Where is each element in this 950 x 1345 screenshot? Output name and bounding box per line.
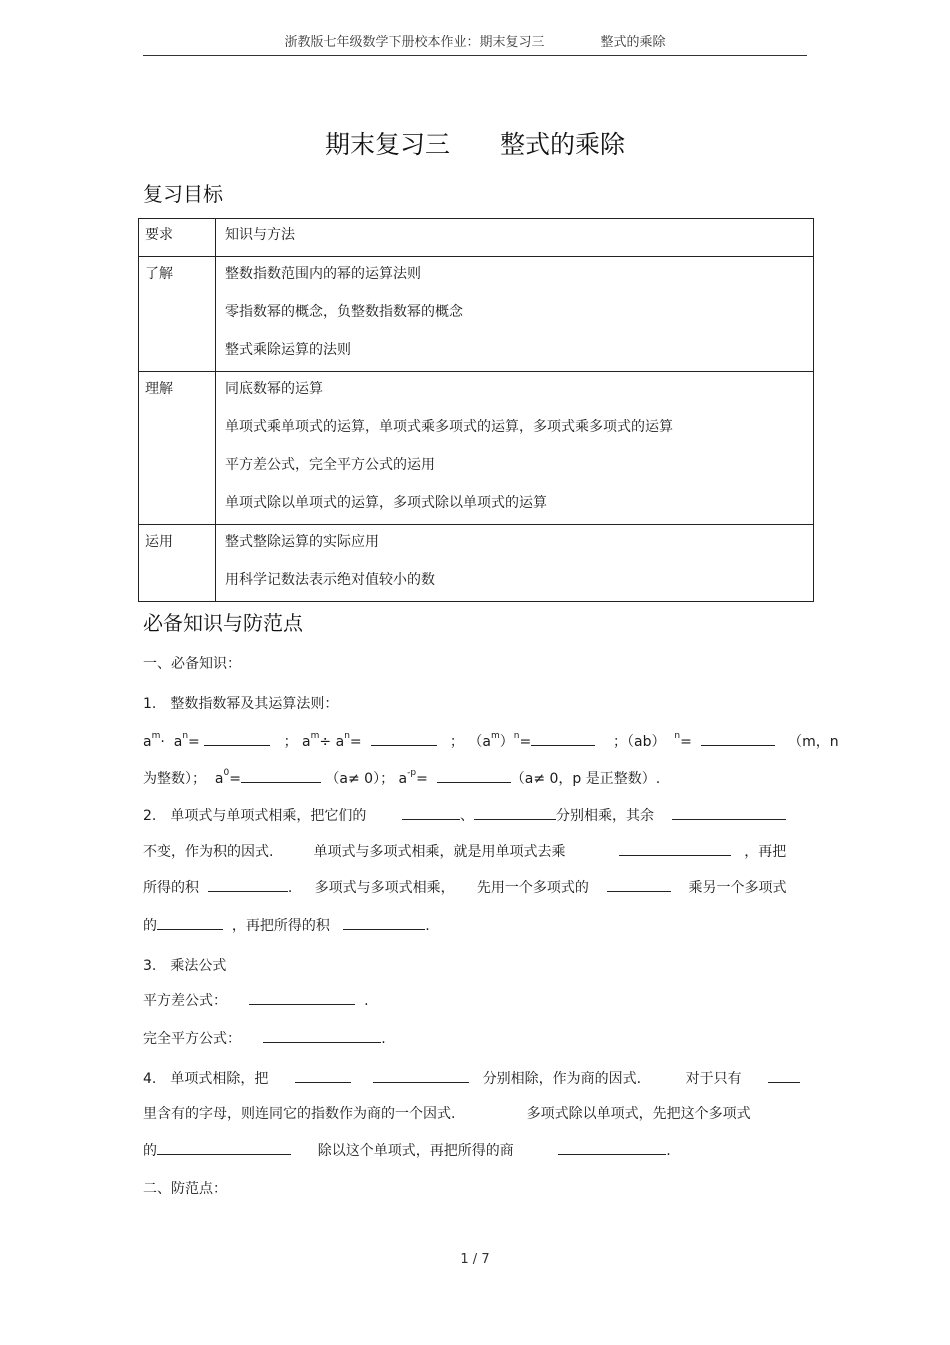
items-cell [216,257,814,372]
items-cell [216,525,814,602]
level-label: 了解 [145,266,173,282]
part2-label: 二、防范点： [143,1181,227,1197]
answer-blank[interactable] [295,1068,351,1083]
goal-item: 整数指数范围内的幂的运算法则 [225,266,421,282]
level-label: 运用 [145,534,173,550]
header-knowledge: 知识与方法 [225,227,295,243]
goal-item: 整式整除运算的实际应用 [225,534,379,550]
answer-blank[interactable] [157,1140,291,1155]
title-part1: 期末复习三 [324,130,450,159]
table-row [139,372,814,525]
answer-blank[interactable] [241,768,321,783]
q2-line1: 2. 单项式与单项式相乘，把它们的 、 分别相乘，其余 [143,805,786,825]
answer-blank[interactable] [607,877,671,892]
q3-title: 3. 乘法公式 [143,958,227,974]
answer-blank[interactable] [619,841,731,856]
table-header-cell [216,219,814,257]
goal-item: 整式乘除运算的法则 [225,342,351,358]
q4-line1: 4. 单项式相除，把 分别相除，作为商的因式. 对于只有 [143,1068,800,1088]
section-heading-knowledge: 必备知识与防范点 [143,611,303,635]
section-heading-goals: 复习目标 [143,182,223,206]
header-left: 浙教版七年级数学下册校本作业：期末复习三 [284,35,545,50]
goal-item: 零指数幂的概念，负整数指数幂的概念 [225,304,463,320]
q3-perfect-square: 完全平方公式： . [143,1028,386,1048]
q1-formula-line2: 为整数）； $a^0= (a\ne 0)$； $a^{-p}= (a\ne 0$，p 是正整数）. [143,768,661,787]
answer-blank[interactable] [474,805,556,820]
q4-line3: 的 除以这个单项式，再把所得的商 . [143,1140,671,1160]
q2-line3: 所得的积 . 多项式与多项式相乘， 先用一个多项式的 乘另一个多项式 [143,877,787,897]
part1-label: 一、必备知识： [143,656,241,672]
goal-item: 用科学记数法表示绝对值较小的数 [225,572,435,588]
table-row [139,525,814,602]
page-number: 1 / 7 [460,1252,490,1267]
answer-blank[interactable] [402,805,460,820]
table-header-cell [139,219,216,257]
page-title [0,125,950,161]
table-header-row [139,219,814,257]
table-row [139,257,814,372]
q1-formula-line: $a^m\cdot a^n=$ ； $a^m\div a^n=$ ； $(a^m)^n=$ ；（ab） $^n$= （m，n [143,731,839,750]
title-part2: 整式的乘除 [500,130,626,159]
answer-blank[interactable] [672,805,786,820]
level-label: 理解 [145,381,173,397]
answer-blank[interactable] [249,990,355,1005]
level-cell [139,525,216,602]
header-right: 整式的乘除 [600,35,666,50]
goal-item: 单项式乘单项式的运算，单项式乘多项式的运算，多项式乘多项式的运算 [225,419,673,435]
level-cell [139,372,216,525]
goal-item: 单项式除以单项式的运算，多项式除以单项式的运算 [225,495,547,511]
answer-blank[interactable] [768,1068,800,1083]
answer-blank[interactable] [373,1068,469,1083]
level-cell [139,257,216,372]
q2-line4: 的 ，再把所得的积 . [143,915,430,935]
answer-blank[interactable] [208,877,288,892]
answer-blank[interactable] [204,731,270,746]
items-cell [216,372,814,525]
goal-item: 同底数幂的运算 [225,381,323,397]
answer-blank[interactable] [437,768,511,783]
answer-blank[interactable] [157,915,223,930]
running-header [143,33,807,56]
answer-blank[interactable] [531,731,595,746]
answer-blank[interactable] [263,1028,381,1043]
answer-blank[interactable] [558,1140,666,1155]
answer-blank[interactable] [371,731,437,746]
header-requirement: 要求 [145,227,173,243]
answer-blank[interactable] [343,915,425,930]
goals-table [138,218,814,602]
q1-title: 1. 整数指数幂及其运算法则： [143,696,339,712]
q2-line2: 不变，作为积的因式. 单项式与多项式相乘，就是用单项式去乘 ，再把 [143,841,786,861]
answer-blank[interactable] [701,731,775,746]
q3-difference-of-squares: 平方差公式： . [143,990,369,1010]
goal-item: 平方差公式，完全平方公式的运用 [225,457,435,473]
q4-line2: 里含有的字母，则连同它的指数作为商的一个因式. 多项式除以单项式，先把这个多项式 [143,1106,751,1122]
